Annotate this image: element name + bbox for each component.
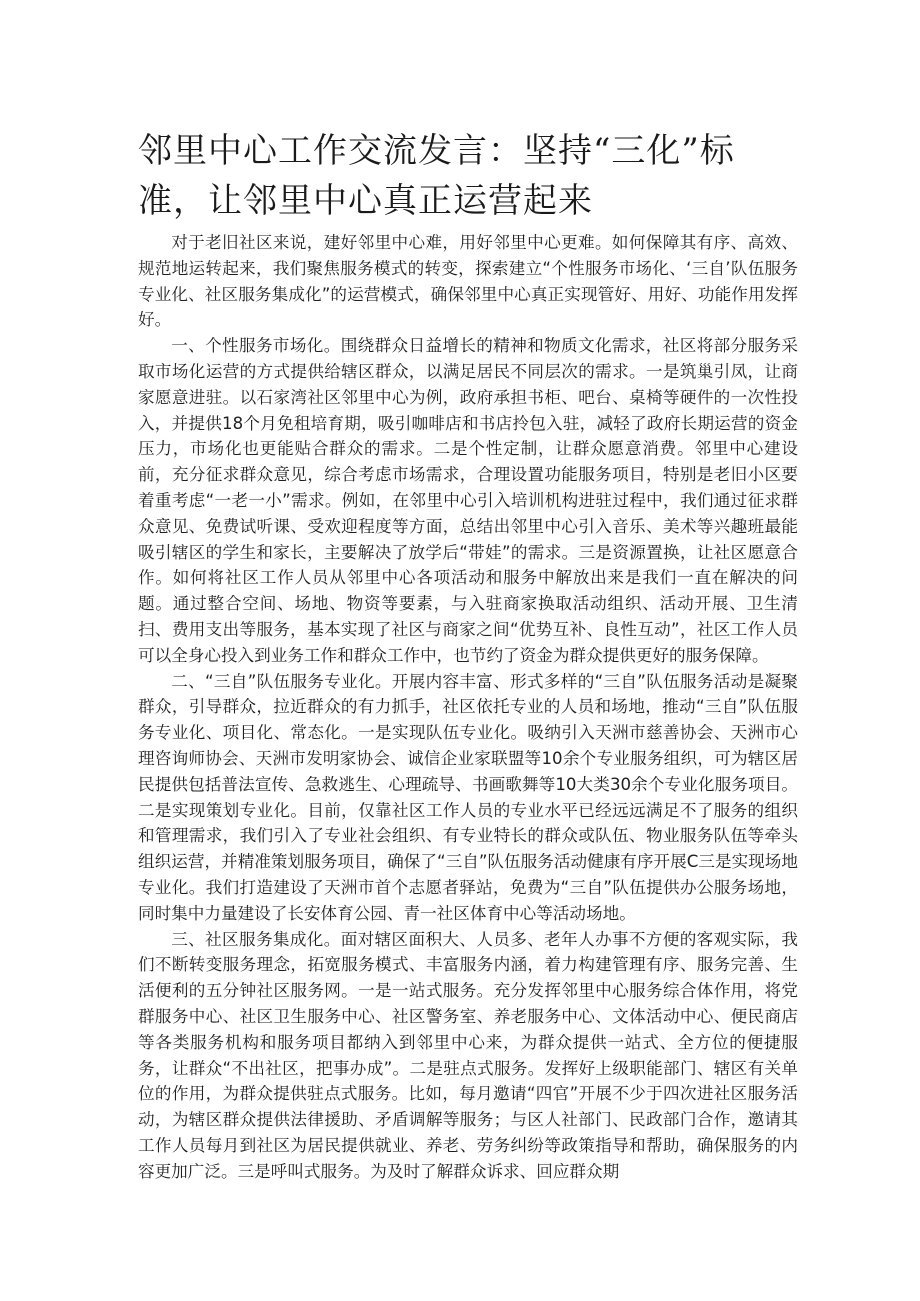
paragraph-section-3: 三、社区服务集成化。面对辖区面积大、人员多、老年人办事不方便的客观实际，我们不断转变服务理念，拓宽服务模式、丰富服务内涵，着力构建管理有序、服务完善、生活便利的五分钟社区服务网。一是一站式服务。充分发挥邻里中心服务综合体作用，将党群服务中心、社区卫生服务中心、社区警务室、养老服务中心、文体活动中心、便民商店等各类服务机构和服务项目都纳入到邻里中心来，为群众提供一站式、全方位的便捷服务，让群众“不出社区，把事办成”。二是驻点式服务。发挥好上级职能部门、辖区有关单位的作用，为群众提供驻点式服务。比如，每月邀请“四官”开展不少于四次进社区服务活动，为辖区群众提供法律援助、矛盾调解等服务；与区人社部门、民政部门合作，邀请其工作人员每月到社区为居民提供就业、养老、劳务纠纷等政策指导和帮助，确保服务的内容更加广泛。三是呼叫式服务。为及时了解群众诉求、回应群众期 bbox=[138, 929, 798, 1181]
paragraph-section-2: 二、“三自”队伍服务专业化。开展内容丰富、形式多样的“三自”队伍服务活动是凝聚群众，引导群众，拉近群众的有力抓手，社区依托专业的人员和场地，推动“三自”队伍服务专业化、项目化、常态化。一是实现队伍专业化。吸纳引入天洲市慈善协会、天洲市心理咨询师协会、天洲市发明家协会、诚信企业家联盟等10余个专业服务组织，可为辖区居民提供包括普法宣传、急救逃生、心理疏导、书画歌舞等10大类30余个专业化服务项目。二是实现策划专业化。目前，仅靠社区工作人员的专业水平已经远远满足不了服务的组织和管理需求，我们引入了专业社会组织、有专业特长的群众或队伍、物业服务队伍等牵头组织运营，并精准策划服务项目，确保了“三自”队伍服务活动健康有序开展C三是实现场地专业化。我们打造建设了天洲市首个志愿者驿站，免费为“三自”队伍提供办公服务场地，同时集中力量建设了长安体育公园、青一社区体育中心等活动场地。 bbox=[138, 671, 798, 923]
document-body bbox=[138, 230, 798, 1184]
paragraph-intro: 对于老旧社区来说，建好邻里中心难，用好邻里中心更难。如何保障其有序、高效、规范地运转起来，我们聚焦服务模式的转变，探索建立“个性服务市场化、‘三自’队伍服务专业化、社区服务集成化”的运营模式，确保邻里中心真正实现管好、用好、功能作用发挥好。 bbox=[138, 233, 798, 330]
document-title: 邻里中心工作交流发言：坚持“三化”标准，让邻里中心真正运营起来 bbox=[138, 131, 735, 221]
paragraph-section-1: 一、个性服务市场化。围绕群众日益增长的精神和物质文化需求，社区将部分服务采取市场化运营的方式提供给辖区群众，以满足居民不同层次的需求。一是筑巢引凤，让商家愿意进驻。以石家湾社区邻里中心为例，政府承担书柜、吧台、桌椅等硬件的一次性投入，并提供18个月免租培育期，吸引咖啡店和书店拎包入驻，减轻了政府长期运营的资金压力，市场化也更能贴合群众的需求。二是个性定制，让群众愿意消费。邻里中心建设前，充分征求群众意见，综合考虑市场需求，合理设置功能服务项目，特别是老旧小区要着重考虑“一老一小”需求。例如，在邻里中心引入培训机构进驻过程中，我们通过征求群众意见、免费试听课、受欢迎程度等方面，总结出邻里中心引入音乐、美术等兴趣班最能吸引辖区的学生和家长，主要解决了放学后“带娃”的需求。三是资源置换，让社区愿意合作。如何将社区工作人员从邻里中心各项活动和服务中解放出来是我们一直在解决的问题。通过整合空间、场地、物资等要素，与入驻商家换取活动组织、活动开展、卫生清扫、费用支出等服务，基本实现了社区与商家之间“优势互补、良性互动”，社区工作人员可以全身心投入到业务工作和群众工作中，也节约了资金为群众提供更好的服务保障。 bbox=[138, 336, 798, 665]
